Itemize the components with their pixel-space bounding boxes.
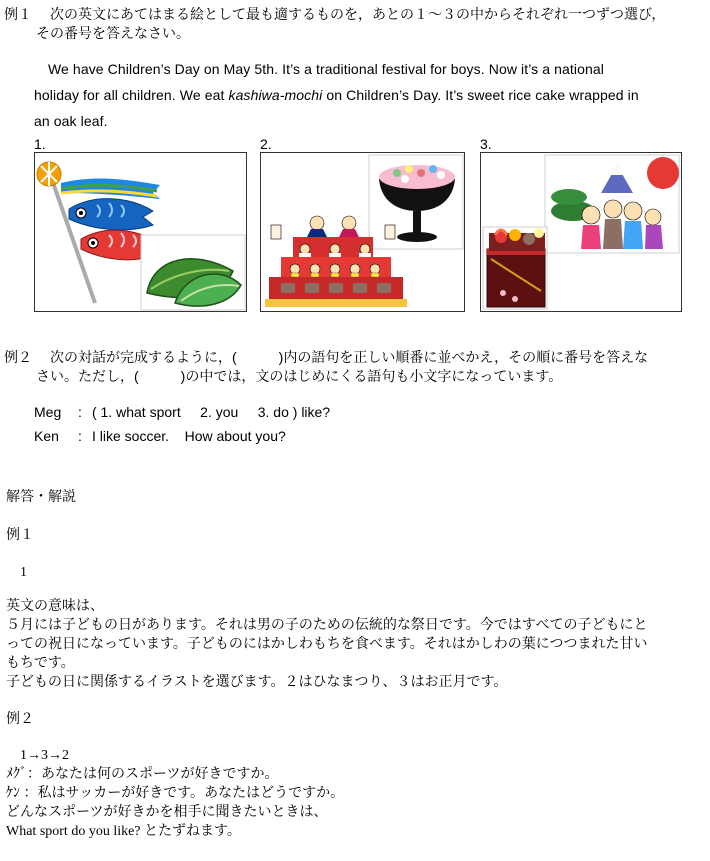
answer-ex2-line: どんなスポーツが好きかを相手に聞きたいときは、 [6,805,328,820]
new-year-illustration [481,153,681,311]
dialog-speaker-ken: Ken [34,428,59,444]
example1-instruction-line2: その番号を答えなさい。 [36,25,190,41]
dialog-colon: : [78,404,82,420]
choice-1-picture[interactable] [34,152,247,312]
choice-1-number: 1. [34,136,46,152]
example1-instruction-line1: 次の英文にあてはまる絵として最も適するものを，あとの１～３の中からそれぞれ一つずつ選び， [50,6,666,22]
example2-instruction-line1: 次の対話が完成するように，( )内の語句を正しい順番に並べかえ，その順に番号を答えな [50,349,649,365]
answer-ex2-value: 1→3→2 [20,748,69,763]
answers-heading: 解答・解説 [6,490,76,505]
koinobori-illustration [35,153,246,311]
passage-italic-term: kashiwa-mochi [228,87,323,103]
answer-ex2-label: 例２ [6,712,34,727]
passage-line-3: an oak leaf. [34,113,108,129]
answer-ex1-line: っての祝日になっています。子どものにはかしわもちを食べます。それはかしわの葉につつまれた甘い [6,637,648,652]
hina-dolls-illustration [261,153,464,311]
passage-line-1: We have Children’s Day on May 5th. It’s a traditional festival for boys. Now it’s a national [48,61,604,77]
dialog-line-ken: I like soccer. How about you? [92,428,286,444]
passage-line-2: holiday for all children. We eat kashiwa-mochi on Children’s Day. It’s sweet rice cake wrapped in [34,87,639,103]
answer-ex2-line: ｹﾝ ：私はサッカーが好きです。あなたはどうですか。 [6,786,345,801]
answer-ex1-value: 1 [20,565,27,580]
dialog-speaker-meg: Meg [34,404,62,420]
dialog-line-meg: ( 1. what sport 2. you 3. do ) like? [92,404,331,420]
answer-ex2-line: ﾒｸﾞ：あなたは何のスポーツが好きですか。 [6,767,279,782]
answer-ex1-line: もちです。 [6,656,75,671]
answer-ex1-label: 例１ [6,528,34,543]
choice-2-picture[interactable] [260,152,465,312]
example2-label: 例２ [4,349,32,365]
example2-instruction-line2: さい。ただし，( )の中では，文のはじめにくる語句も小文字になっています。 [36,368,563,384]
answer-ex1-line: 子どもの日に関係するイラストを選びます。２はひなまつり、３はお正月です。 [6,675,508,690]
choice-2-number: 2. [260,136,272,152]
dialog-colon: : [78,428,82,444]
choice-3-number: 3. [480,136,492,152]
answer-ex1-line: 英文の意味は、 [6,599,104,614]
answer-ex1-line: ５月には子どもの日があります。それは男の子のための伝統的な祭日です。今ではすべての子どもにと [6,618,648,633]
answer-ex2-line: What sport do you like? とたずねます。 [6,824,241,839]
choice-3-picture[interactable] [480,152,682,312]
example1-label: 例１ [4,6,32,22]
